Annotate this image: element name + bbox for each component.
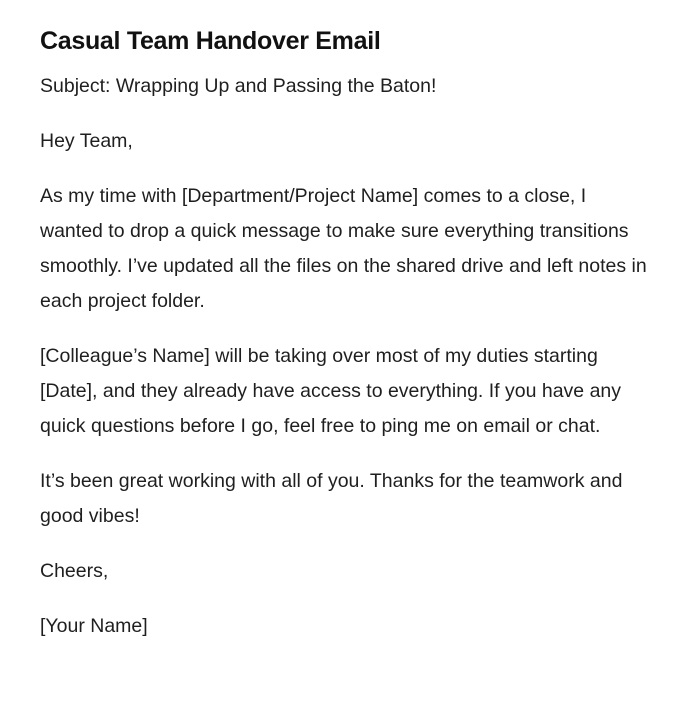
body-paragraph-2: [Colleague’s Name] will be taking over most of my duties starting [Date], and they already have access to everything. If you have any quick questions before I go, feel free to ping me on email or chat. (40, 345, 622, 437)
email-closing: Cheers, (40, 560, 109, 582)
email-subject: Subject: Wrapping Up and Passing the Baton! (40, 75, 437, 97)
body-paragraph-3: It’s been great working with all of you. Thanks for the teamwork and good vibes! (40, 470, 623, 527)
email-greeting: Hey Team, (40, 130, 133, 152)
page-title: Casual Team Handover Email (40, 27, 381, 55)
email-signature: [Your Name] (40, 615, 148, 637)
body-paragraph-1: As my time with [Department/Project Name] comes to a close, I wanted to drop a quick message to make sure everything transitions smoothly. I’ve updated all the files on the shared drive and left notes in each project folder. (40, 185, 647, 312)
